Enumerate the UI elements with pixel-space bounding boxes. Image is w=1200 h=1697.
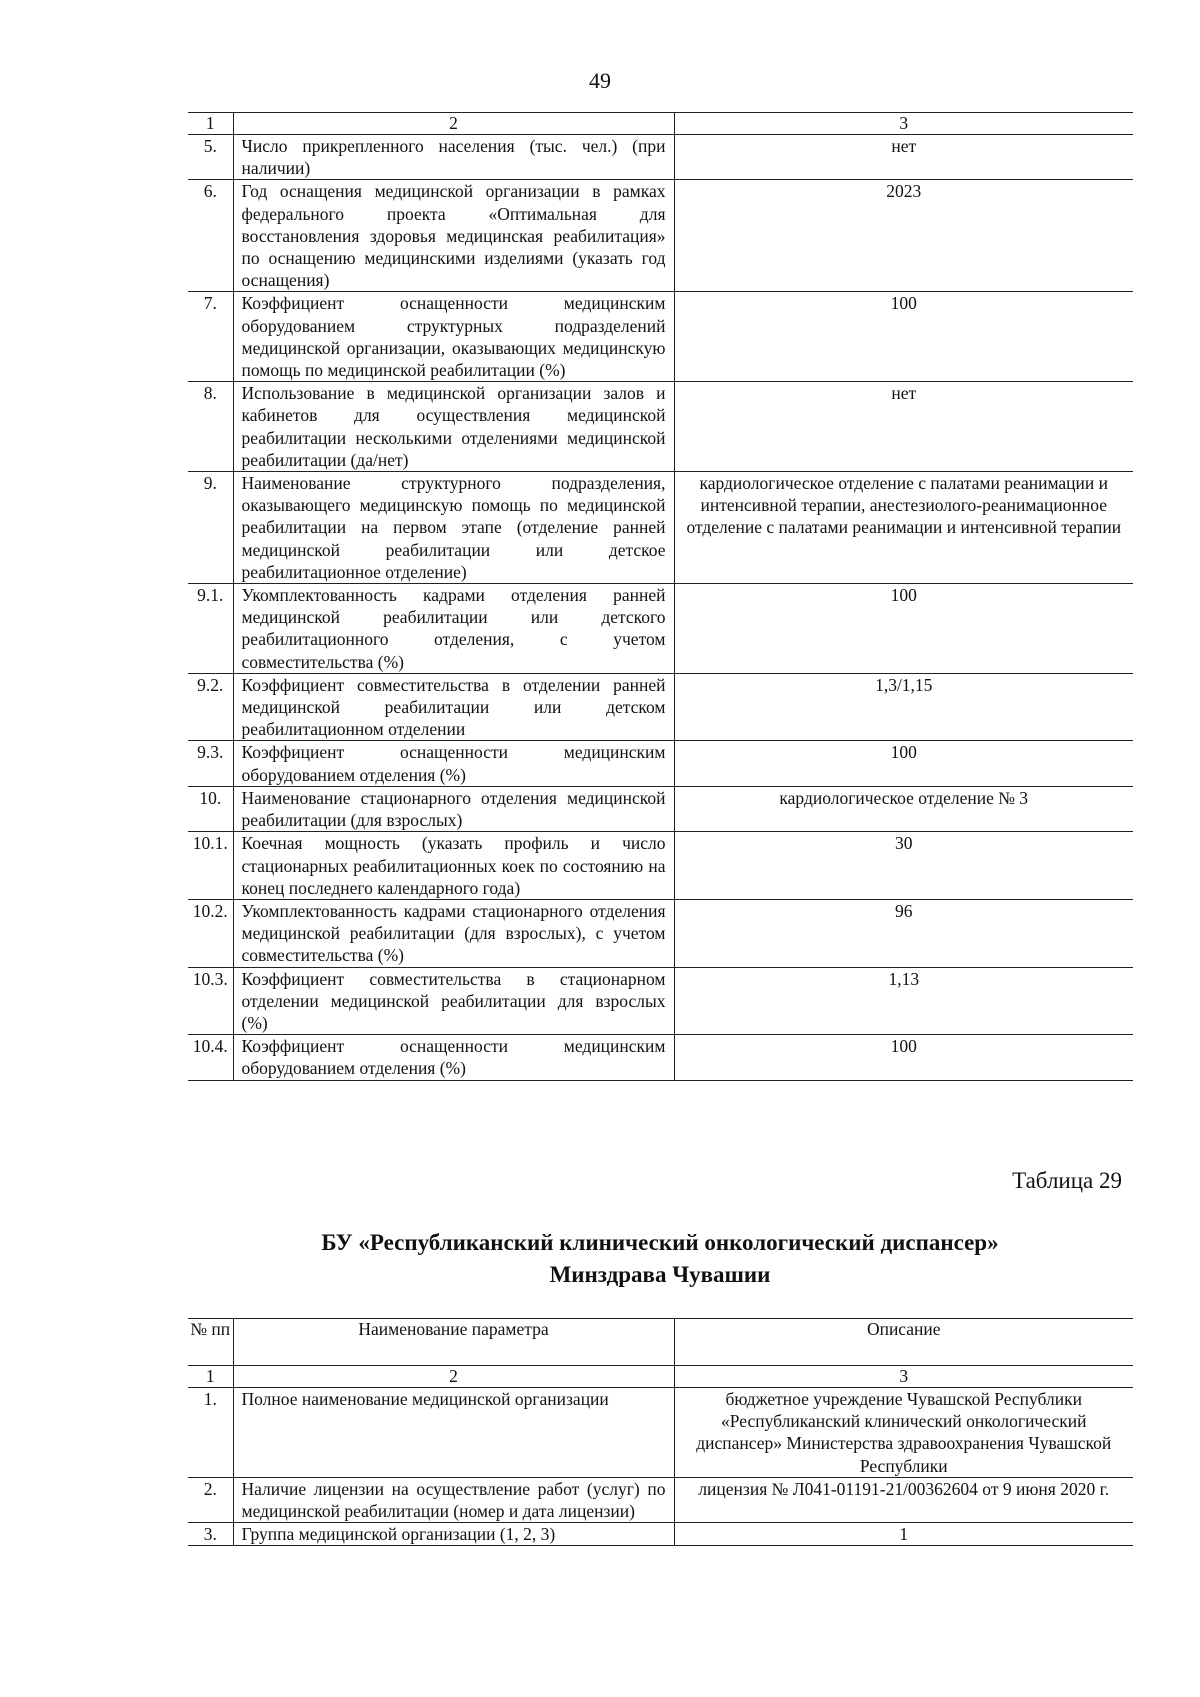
row-number: 8.	[188, 382, 233, 472]
column-title-parameter: Наименование параметра	[233, 1319, 674, 1366]
organization-title-line: Минздрава Чувашии	[549, 1262, 771, 1287]
row-number: 3.	[188, 1523, 233, 1546]
row-value: 1,13	[674, 967, 1133, 1035]
row-parameter: Полное наименование медицинской организации	[233, 1388, 674, 1478]
row-number: 10.2.	[188, 899, 233, 967]
row-number: 2.	[188, 1477, 233, 1522]
header-cell: 3	[674, 113, 1133, 135]
row-value: кардиологическое отделение с палатами реанимации и интенсивной терапии, анестезиолого-реанимационное отделение с палатами реанимации и интенсивной терапии	[674, 472, 1133, 584]
row-value: бюджетное учреждение Чувашской Республики «Республиканский клинический онкологический диспансер» Министерства здравоохранения Чувашской Республики	[674, 1388, 1133, 1478]
table-row	[188, 832, 1133, 900]
row-parameter: Коэффициент оснащенности медицинским оборудованием отделения (%)	[233, 1035, 674, 1080]
header-cell: 3	[674, 1366, 1133, 1388]
row-parameter: Наименование стационарного отделения медицинской реабилитации (для взрослых)	[233, 786, 674, 831]
table-row	[188, 472, 1133, 584]
column-number-row	[188, 113, 1133, 135]
table-row	[188, 292, 1133, 382]
column-title-number: № пп	[188, 1319, 233, 1366]
row-number: 6.	[188, 180, 233, 292]
row-parameter: Использование в медицинской организации залов и кабинетов для осуществления медицинской реабилитации несколькими отделениями медицинской реабилитации (да/нет)	[233, 382, 674, 472]
row-value: 30	[674, 832, 1133, 900]
row-number: 10.1.	[188, 832, 233, 900]
row-number: 1.	[188, 1388, 233, 1478]
row-parameter: Коечная мощность (указать профиль и число стационарных реабилитационных коек по состоянию на конец последнего календарного года)	[233, 832, 674, 900]
table-row	[188, 673, 1133, 741]
row-number: 5.	[188, 135, 233, 180]
page-number: 49	[589, 68, 611, 93]
header-cell: 1	[188, 113, 233, 135]
table-row	[188, 1523, 1133, 1546]
row-value: нет	[674, 135, 1133, 180]
row-value: 100	[674, 1035, 1133, 1080]
row-value: 100	[674, 741, 1133, 786]
rehab-parameters-table-continued	[188, 112, 1133, 1081]
row-parameter: Год оснащения медицинской организации в рамках федерального проекта «Оптимальная для восстановления здоровья медицинская реабилитация» по оснащению медицинскими изделиями (указать год оснащения)	[233, 180, 674, 292]
organization-title-line: БУ «Республиканский клинический онкологический диспансер»	[321, 1230, 999, 1255]
row-value: 1	[674, 1523, 1133, 1546]
table-row	[188, 1035, 1133, 1080]
row-number: 9.2.	[188, 673, 233, 741]
row-number: 9.1.	[188, 584, 233, 674]
table-row	[188, 1388, 1133, 1478]
organization-title	[180, 1227, 1140, 1291]
row-value: кардиологическое отделение № 3	[674, 786, 1133, 831]
row-value: 2023	[674, 180, 1133, 292]
row-parameter: Коэффициент оснащенности медицинским оборудованием отделения (%)	[233, 741, 674, 786]
row-parameter: Коэффициент совместительства в стационарном отделении медицинской реабилитации для взрослых (%)	[233, 967, 674, 1035]
row-parameter: Группа медицинской организации (1, 2, 3)	[233, 1523, 674, 1546]
row-parameter: Коэффициент оснащенности медицинским оборудованием структурных подразделений медицинской организации, оказывающих медицинскую помощь по медицинской реабилитации (%)	[233, 292, 674, 382]
row-parameter: Укомплектованность кадрами отделения ранней медицинской реабилитации или детского реабилитационного отделения, с учетом совместительства (%)	[233, 584, 674, 674]
table-row	[188, 741, 1133, 786]
row-value: нет	[674, 382, 1133, 472]
header-cell: 1	[188, 1366, 233, 1388]
row-number: 10.4.	[188, 1035, 233, 1080]
row-number: 7.	[188, 292, 233, 382]
row-parameter: Наличие лицензии на осуществление работ (услуг) по медицинской реабилитации (номер и дата лицензии)	[233, 1477, 674, 1522]
row-value: 100	[674, 584, 1133, 674]
table-row	[188, 1477, 1133, 1522]
row-parameter: Укомплектованность кадрами стационарного отделения медицинской реабилитации (для взрослых), с учетом совместительства (%)	[233, 899, 674, 967]
row-value: 100	[674, 292, 1133, 382]
column-title-row	[188, 1319, 1133, 1366]
row-number: 10.3.	[188, 967, 233, 1035]
row-value: 96	[674, 899, 1133, 967]
header-cell: 2	[233, 1366, 674, 1388]
table-row	[188, 584, 1133, 674]
column-title-description: Описание	[674, 1319, 1133, 1366]
row-parameter: Коэффициент совместительства в отделении ранней медицинской реабилитации или детском реабилитационном отделении	[233, 673, 674, 741]
row-number: 10.	[188, 786, 233, 831]
row-number: 9.3.	[188, 741, 233, 786]
column-number-row	[188, 1366, 1133, 1388]
row-value: 1,3/1,15	[674, 673, 1133, 741]
header-cell: 2	[233, 113, 674, 135]
table-caption: Таблица 29	[1012, 1168, 1122, 1193]
organization-parameters-table	[188, 1318, 1133, 1546]
table-row	[188, 180, 1133, 292]
table-row	[188, 899, 1133, 967]
table-row	[188, 382, 1133, 472]
table-row	[188, 786, 1133, 831]
row-parameter: Число прикрепленного населения (тыс. чел.) (при наличии)	[233, 135, 674, 180]
row-number: 9.	[188, 472, 233, 584]
table-row	[188, 135, 1133, 180]
table-row	[188, 967, 1133, 1035]
row-value: лицензия № Л041-01191-21/00362604 от 9 июня 2020 г.	[674, 1477, 1133, 1522]
row-parameter: Наименование структурного подразделения, оказывающего медицинскую помощь по медицинской реабилитации на первом этапе (отделение ранней медицинской реабилитации или детское реабилитационное отделение)	[233, 472, 674, 584]
